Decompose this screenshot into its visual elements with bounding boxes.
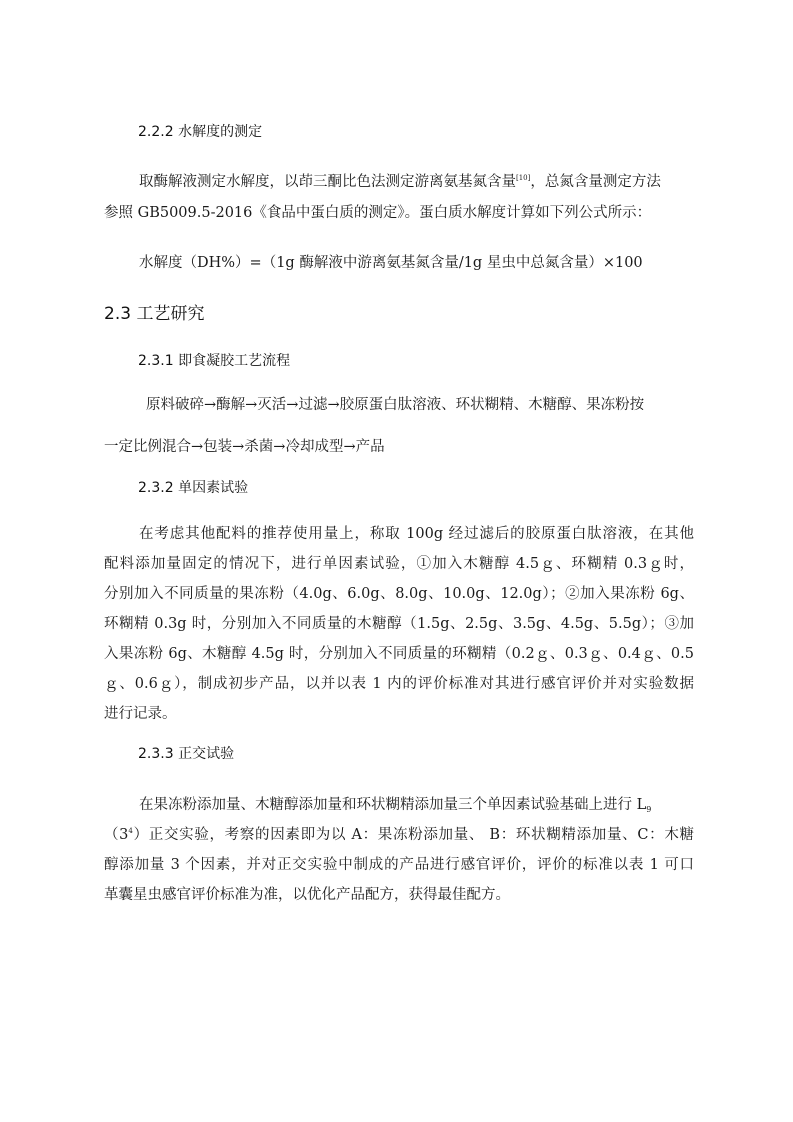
paragraph-line: 配料添加量固定的情况下，进行单因素试验，①加入木糖醇 4.5ｇ、环糊精 0.3ｇ时， [104, 556, 694, 572]
paragraph-line: 醇添加量 3 个因素，并对正交实验中制成的产品进行感官评价，评价的标准以表 1 可口 [104, 857, 694, 873]
section-heading-2-3-2: 2.3.2 单因素试验 [138, 480, 249, 496]
section-heading-2-2-2: 2.2.2 水解度的测定 [138, 124, 263, 140]
section-heading-2-3: 2.3 工艺研究 [104, 304, 205, 324]
citation-ref: [10] [516, 174, 531, 182]
paragraph-line: 进行记录。 [104, 706, 177, 722]
process-flow-line: 一定比例混合→包装→杀菌→冷却成型→产品 [104, 439, 385, 455]
paragraph-line: 入果冻粉 6g、木糖醇 4.5g 时，分别加入不同质量的环糊精（0.2ｇ、0.3ｇ、0.4ｇ、0.5 [104, 646, 694, 662]
paragraph-line: ｇ、0.6ｇ），制成初步产品，以并以表 1 内的评价标准对其进行感官评价并对实验数据 [104, 676, 694, 692]
paragraph-line: 分别加入不同质量的果冻粉（4.0g、6.0g、8.0g、10.0g、12.0g）；②加入果冻粉 6g、 [104, 586, 694, 602]
paragraph-line [104, 823, 694, 844]
section-heading-2-3-1: 2.3.1 即食凝胶工艺流程 [138, 353, 291, 369]
paragraph-line [139, 170, 694, 191]
superscript: 4 [128, 827, 133, 835]
text-span: ，总氮含量测定方法 [530, 174, 661, 190]
text-span: 在果冻粉添加量、木糖醇添加量和环状糊精添加量三个单因素试验基础上进行 L [139, 797, 647, 813]
text-span: ）正交实验，考察的因素即为以 A：果冻粉添加量、 B：环状糊精添加量、C：木糖 [132, 827, 695, 843]
paragraph-line: 在考虑其他配料的推荐使用量上，称取 100g 经过滤后的胶原蛋白肽溶液，在其他 [139, 526, 694, 542]
subscript: 9 [646, 805, 652, 814]
section-heading-2-3-3: 2.3.3 正交试验 [138, 746, 235, 762]
paragraph-line: 环糊精 0.3g 时，分别加入不同质量的木糖醇（1.5g、2.5g、3.5g、4.5g、5.5g）；③加 [104, 616, 694, 632]
paragraph-line [139, 793, 694, 814]
text-span: 取酶解液测定水解度，以茚三酮比色法测定游离氨基氮含量 [139, 174, 516, 190]
paragraph-line: 革囊星虫感官评价标准为准，以优化产品配方，获得最佳配方。 [104, 887, 510, 903]
formula-line: 水解度（DH%）=（1g 酶解液中游离氨基氮含量/1g 星虫中总氮含量）×100 [139, 255, 643, 271]
process-flow-line: 原料破碎→酶解→灭活→过滤→胶原蛋白肽溶液、环状糊精、木糖醇、果冻粉按 [146, 397, 645, 413]
text-span: （3 [104, 827, 129, 843]
paragraph-line: 参照 GB5009.5-2016《食品中蛋白质的测定》。蛋白质水解度计算如下列公式所示： [104, 205, 652, 221]
